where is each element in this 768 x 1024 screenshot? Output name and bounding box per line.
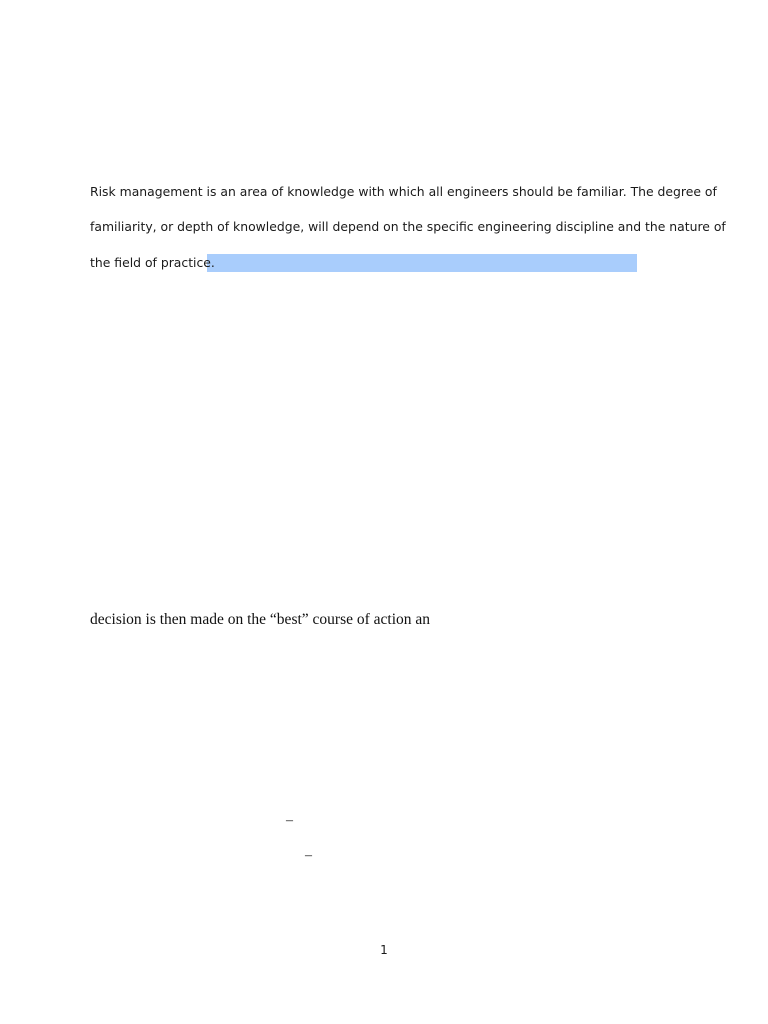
page-number: 1 [380,943,388,957]
paragraph-line-1: Risk management is an area of knowledge with which all engineers should be familiar. The degree of [90,184,717,199]
paragraph-line-3: the field of practice. [90,255,215,270]
text-fragment: decision is then made on the “best” course of action an [90,611,431,628]
dash-mark-1: – [286,813,293,828]
dash-mark-2: – [305,848,312,863]
paragraph-line-2: familiarity, or depth of knowledge, will depend on the specific engineering discipline and the nature of [90,219,726,234]
text-selection-highlight [207,254,637,272]
